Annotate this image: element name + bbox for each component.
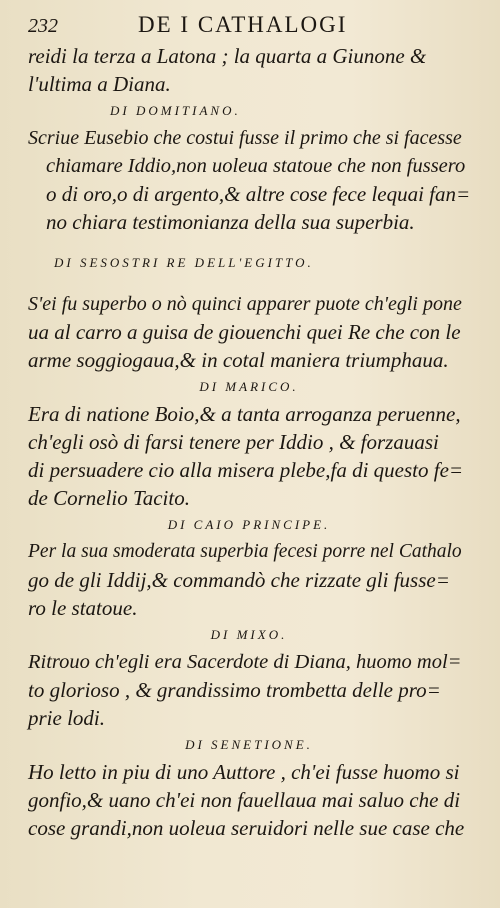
text-line: di persuadere cio alla misera plebe,fa di questo fe= xyxy=(28,458,464,482)
text-line: to glorioso , & grandissimo trombetta delle pro= xyxy=(28,678,441,702)
text-line: de Cornelio Tacito. xyxy=(28,486,190,510)
section-heading: DI CAIO PRINCIPE. xyxy=(167,517,331,532)
section-continuation xyxy=(28,42,470,98)
section-sesostri xyxy=(28,250,470,374)
text-line: gonfio,& uano ch'ei non fauellaua mai saluo che di xyxy=(28,788,461,812)
text-line: go de gli Iddij,& commandò che rizzate gli fusse= xyxy=(28,568,450,592)
text-line: l'ultima a Diana. xyxy=(28,72,171,96)
body-text xyxy=(28,42,470,842)
section-heading: DI DOMITIANO. xyxy=(110,103,241,118)
text-line: ua al carro a guisa de giouenchi quei Re che con le xyxy=(28,320,461,344)
page-number: 232 xyxy=(28,15,58,37)
text-line: chiamare Iddio,non uoleua statoue che non fussero xyxy=(46,155,466,177)
section-marico xyxy=(28,374,470,512)
text-line: Ritrouo ch'egli era Sacerdote di Diana, huomo mol= xyxy=(28,651,462,673)
text-line: no chiara testimonianza della sua superbia. xyxy=(46,210,415,234)
section-caio-principe xyxy=(28,512,470,622)
section-senetione xyxy=(28,732,470,842)
text-line: reidi la terza a Latona ; la quarta a Giunone & xyxy=(28,44,427,68)
text-line: ch'egli osò di farsi tenere per Iddio , & forzauasi xyxy=(28,430,439,454)
text-line: ro le statoue. xyxy=(28,596,138,620)
section-heading: DI SENETIONE. xyxy=(185,737,313,752)
section-heading: DI MARICO. xyxy=(199,379,299,394)
text-line: Ho letto in piu di uno Auttore , ch'ei fusse huomo si xyxy=(28,760,460,784)
text-line: Scriue Eusebio che costui fusse il primo che si facesse xyxy=(28,127,462,149)
section-heading: DI MIXO. xyxy=(210,627,288,642)
running-head-title: DE I CATHALOGI xyxy=(138,12,348,37)
running-head xyxy=(28,12,470,42)
text-line: prie lodi. xyxy=(28,706,105,730)
section-mixo xyxy=(28,622,470,732)
text-line: Per la sua smoderata superbia fecesi porre nel Cathalo xyxy=(28,541,462,562)
text-line: S'ei fu superbo o nò quinci apparer puote ch'egli pone xyxy=(28,293,462,315)
text-line: cose grandi,non uoleua seruidori nelle sue case che xyxy=(28,816,465,840)
section-domitiano xyxy=(28,98,470,236)
text-line: arme soggiogaua,& in cotal maniera triumphaua. xyxy=(28,348,449,372)
section-heading: DI SESOSTRI RE DELL'EGITTO. xyxy=(54,255,314,270)
text-line: Era di natione Boio,& a tanta arroganza peruenne, xyxy=(28,402,461,426)
text-line: o di oro,o di argento,& altre cose fece lequai fan= xyxy=(46,182,471,206)
